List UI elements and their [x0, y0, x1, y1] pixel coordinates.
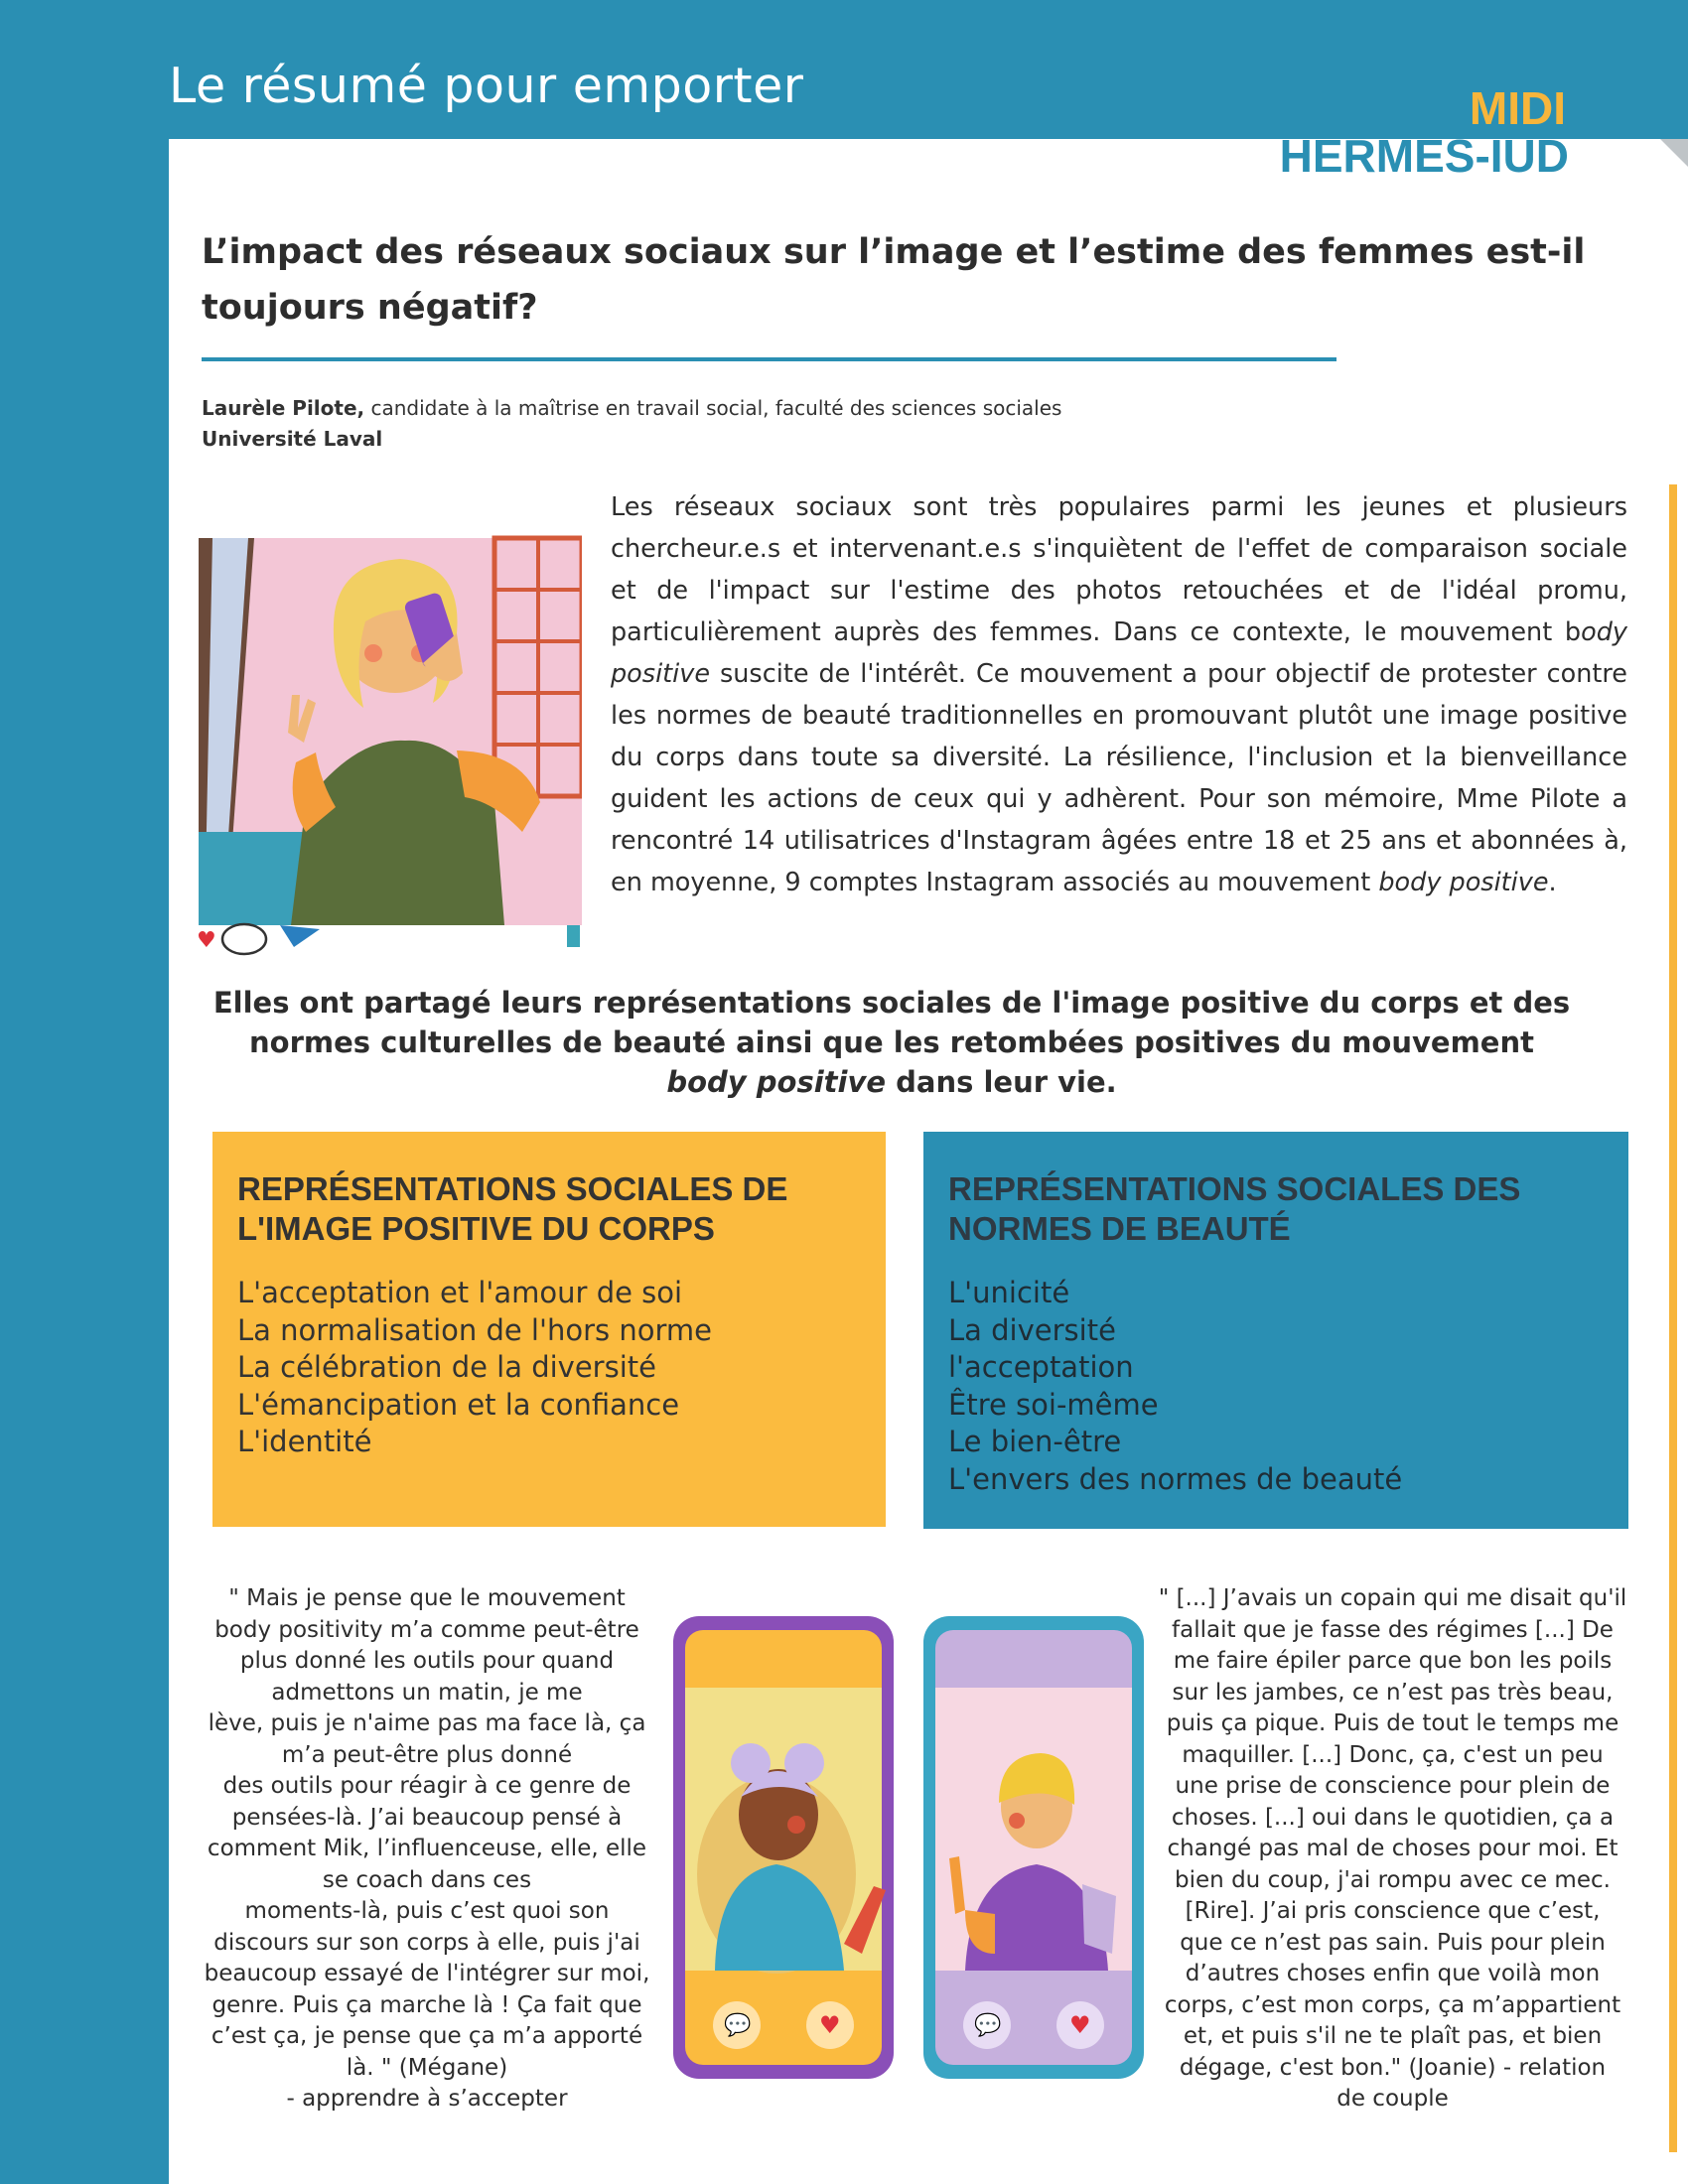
list-item: L'envers des normes de beauté: [948, 1461, 1403, 1496]
intro-paragraph: Les réseaux sociaux sont très populaires parmi les jeunes et plusieurs chercheur.e.s et intervenant.e.s s'inquiètent de l'effet de comparaison sociale et de l'impact sur l'estime des photos retouchées et de l'idéal promu, particulièrement auprès des femmes. Dans ce contexte, le mouvement body positive suscite de l'intérêt. Ce mouvement a pour objectif de protester contre les normes de beauté traditionnelles en promouvant plutôt une image positive du corps dans toute sa diversité. La résilience, l'inclusion et la bienveillance guident les actions de ceux qui y adhèrent. Pour son mémoire, Mme Pilote a rencontré 14 utilisatrices d'Instagram âgées entre 18 et 25 ans et abonnées à, en moyenne, 9 comptes Instagram associés au mouvement body positive.: [611, 492, 1627, 897]
summary-italic: body positive: [666, 1065, 887, 1099]
list-item: L'unicité: [948, 1276, 1070, 1309]
list-item: l'acceptation: [948, 1350, 1134, 1384]
box-beauty-norms-title: REPRÉSENTATIONS SOCIALES DES NORMES DE BEAUTÉ: [948, 1170, 1521, 1247]
list-item: La célébration de la diversité: [237, 1350, 656, 1384]
intro-italic-2: body positive: [1378, 868, 1549, 897]
svg-text:💬: 💬: [724, 2013, 752, 2038]
list-item: La diversité: [948, 1312, 1116, 1347]
list-item: Être soi-même: [948, 1387, 1159, 1422]
list-item: Le bien-être: [948, 1425, 1122, 1458]
author-block: [202, 393, 1061, 455]
phones-illustration: [667, 1616, 1150, 2083]
instagram-post-illustration: [197, 504, 582, 957]
list-item: La normalisation de l'hors norme: [237, 1312, 712, 1347]
logo-hermes: HERMES-IUD: [1279, 130, 1569, 182]
intro-italic-1: ody positive: [611, 617, 1627, 689]
author-name: Laurèle Pilote,: [202, 396, 365, 420]
summary-statement: Elles ont partagé leurs représentations sociales de l'image positive du corps et des normes culturelles de beauté ainsi que les retombées positives du mouvement body positive dans leur vie.: [212, 986, 1571, 1099]
list-item: L'émancipation et la confiance: [237, 1387, 680, 1422]
svg-text:💬: 💬: [974, 2013, 1002, 2038]
quote-joanie: " [...] J’avais un copain qui me disait qu'il fallait que je fasse des régimes [...] De me faire épiler parce que bon les poils sur les jambes, ce n’est pas très beau, puis ça pique. Puis de tout le temps me maquiller. [...] Donc, ça, c'est un peu une prise de conscience pour plein de choses. [...] oui dans le quotidien, ça a changé pas mal de choses pour moi. Et bien du coup, j'ai rompu avec ce mec. [Rire]. J’ai pris conscience que c’est, que ce n’est pas sain. Puis pour plein d’autres choses enfin que voilà mon corps, c’est mon corps, ça m’appartient et, et puis s'il ne te plaît pas, et bien dégage, c'est bon." (Joanie) - relation de couple: [1158, 1585, 1627, 2112]
author-role: candidate à la maîtrise en travail social, faculté des sciences sociales: [364, 396, 1062, 420]
page-fold-corner: [1660, 139, 1688, 167]
list-item: L'acceptation et l'amour de soi: [237, 1276, 683, 1309]
title-divider: [202, 357, 1336, 361]
box-body-image: [212, 1132, 886, 1527]
header-title: Le résumé pour emporter: [169, 58, 804, 114]
article-title: L’impact des réseaux sociaux sur l’image et l’estime des femmes est-il toujours négatif?: [202, 232, 1586, 328]
box-body-image-list: [237, 1275, 861, 1461]
logo: [1231, 82, 1569, 182]
box-beauty-norms: [923, 1132, 1628, 1529]
quote-megane: " Mais je pense que le mouvement body positivity m’a comme peut-être plus donné les outils pour quand admettons un matin, je me lève, puis je n'aime pas ma face là, ça m’a peut-être plus donné des outils pour réagir à ce genre de pensées-là. J’ai beaucoup pensé à comment Mik, l’influenceuse, elle, elle se coach dans ces moments-là, puis c’est quoi son discours sur son corps à elle, puis j'ai beaucoup essayé de l'intégrer sur moi, genre. Puis ça marche là ! Ça fait que c’est ça, je pense que ça m’a apporté là. " (Mégane) - apprendre à s’accepter: [204, 1585, 650, 2112]
box-beauty-norms-list: [948, 1275, 1604, 1498]
svg-text:♥: ♥: [819, 2011, 841, 2039]
logo-midi: MIDI: [1469, 82, 1566, 134]
affiliation: Université Laval: [202, 427, 383, 451]
box-body-image-title: REPRÉSENTATIONS SOCIALES DE L'IMAGE POSITIVE DU CORPS: [237, 1170, 788, 1247]
right-accent-bar: [1669, 484, 1677, 2152]
svg-text:♥: ♥: [1069, 2011, 1091, 2039]
list-item: L'identité: [237, 1425, 372, 1458]
svg-text:♥: ♥: [197, 928, 216, 953]
left-band: [0, 0, 169, 2184]
